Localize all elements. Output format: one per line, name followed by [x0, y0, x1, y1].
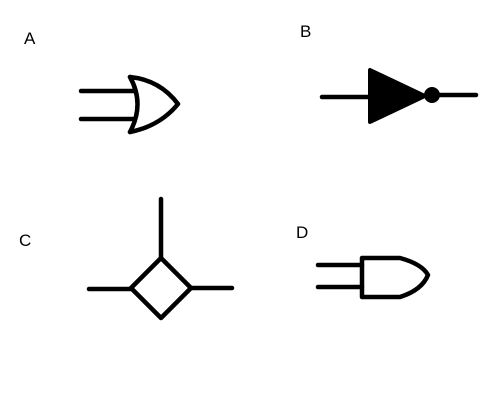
- label-d: D: [296, 223, 309, 242]
- decision-diamond-icon: [89, 199, 232, 318]
- not-gate-triangle: [370, 70, 425, 122]
- label-b: B: [300, 22, 312, 41]
- not-gate-bubble: [424, 87, 440, 103]
- and-gate-icon: [318, 258, 428, 297]
- label-c: C: [19, 231, 32, 250]
- diamond-shape: [131, 258, 191, 318]
- not-gate-icon: [322, 70, 476, 122]
- or-gate-back-curve: [130, 77, 138, 132]
- or-gate-icon: [81, 77, 178, 132]
- and-gate-body: [362, 258, 428, 297]
- label-a: A: [24, 29, 36, 48]
